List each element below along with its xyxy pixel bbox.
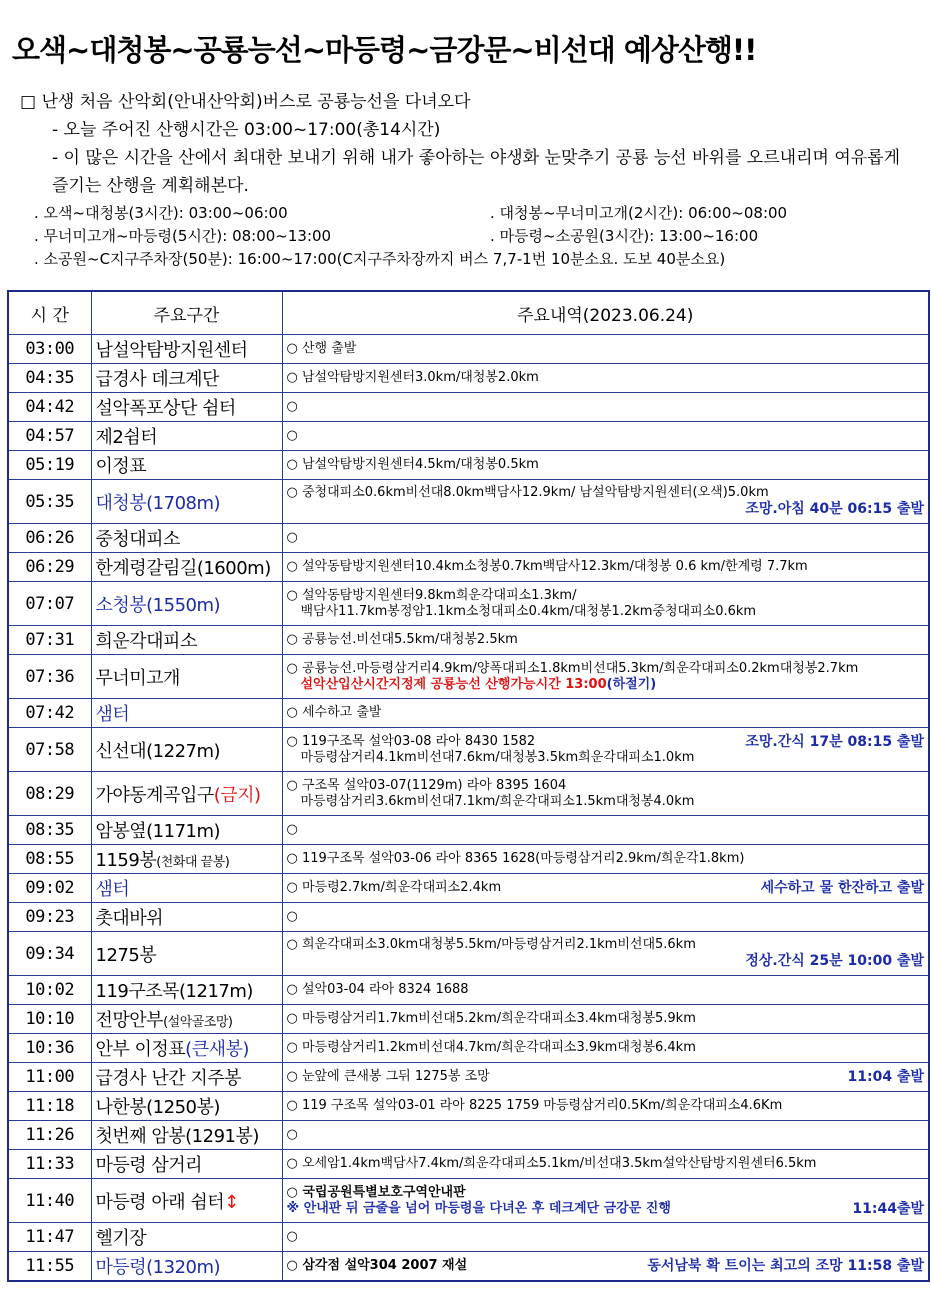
cell-detail [282, 1063, 929, 1092]
cell-detail [282, 626, 929, 655]
cell-detail [282, 524, 929, 553]
cell-section: 중청대피소 [91, 524, 282, 553]
cell-section: 제2쉼터 [91, 422, 282, 451]
cell-time: 09:23 [8, 903, 91, 932]
cell-time: 06:29 [8, 553, 91, 582]
detail-text: ○ 산행 출발 [286, 341, 357, 356]
detail-text: ○ 구조목 설악03-07(1129m) 라아 8395 1604 [286, 777, 567, 793]
detail-text: ○ 119 구조목 설악03-01 라아 8225 1759 마등령삼거리0.5Km/희운각대피소4.6Km [286, 1098, 783, 1113]
table-row [8, 845, 929, 874]
cell-time: 09:34 [8, 932, 91, 976]
detail-text: ○ 마등령삼거리1.2km비선대4.7km/희운각대피소3.9km대청봉6.4km [286, 1040, 696, 1055]
cell-section [91, 845, 282, 874]
detail-text: ○ 남설악탐방지원센터3.0km/대청봉2.0km [286, 370, 539, 385]
cell-detail [282, 699, 929, 728]
page-title: 오색~대청봉~공룡능선~마등령~금강문~비선대 예상산행!! [12, 33, 757, 67]
detail-note: 11:04 출발 [847, 1069, 924, 1085]
schedule-item: . 소공원~C지구주차장(50분): 16:00~17:00(C지구주차장까지 버스 7,7-1번 10분소요. 도보 40분소요) [34, 250, 726, 268]
cell-time: 07:31 [8, 626, 91, 655]
cell-section: 119구조목(1217m) [91, 976, 282, 1005]
table-row [8, 393, 929, 422]
table-row [8, 364, 929, 393]
detail-text: ○ 119구조목 설악03-08 라아 8430 1582 [286, 733, 536, 749]
schedule-summary [20, 202, 920, 271]
cell-section: 나한봉(1250봉) [91, 1092, 282, 1121]
section-main: 마등령 아래 쉼터 [95, 1191, 225, 1213]
cell-detail [282, 932, 929, 976]
cell-section: 샘터 [91, 874, 282, 903]
warning-season: (하절기) [606, 676, 657, 692]
intro-line-3: - 이 많은 시간을 산에서 최대한 보내기 위해 내가 좋아하는 야생화 눈맞추기 공룡 능선 바위를 오르내리며 여유롭게 즐기는 산행을 계획해본다. [52, 148, 901, 196]
detail-note: 정상.간식 25분 10:00 출발 [745, 953, 924, 969]
table-row [8, 976, 929, 1005]
detail-note: 11:44출발 [852, 1200, 924, 1217]
detail-text: ○ [286, 1127, 298, 1142]
cell-section: 무너미고개 [91, 655, 282, 699]
section-main: 안부 이정표 [95, 1039, 186, 1060]
cell-time: 05:35 [8, 480, 91, 524]
section-sub: (천화대 끝봉) [156, 855, 230, 870]
warning-text: 설악산입산시간지정제 공룡능선 산행가능시간 13:00 [300, 676, 607, 692]
cell-detail [282, 655, 929, 699]
section-main: 가야동계곡입구 [95, 784, 214, 806]
cell-time: 04:35 [8, 364, 91, 393]
detail-text-2: 마등령삼거리3.6km비선대7.1km/희운각대피소1.5km대청봉4.0km [300, 793, 695, 809]
cell-detail [282, 582, 929, 626]
detail-line [287, 1201, 925, 1217]
intro-section [20, 88, 920, 271]
cell-time: 08:35 [8, 816, 91, 845]
cell-time: 04:42 [8, 393, 91, 422]
cell-detail [282, 976, 929, 1005]
detail-text: ○ 설악03-04 라아 8324 1688 [286, 982, 469, 997]
table-row [8, 772, 929, 816]
cell-detail [282, 1034, 929, 1063]
cell-detail [282, 816, 929, 845]
cell-time: 09:02 [8, 874, 91, 903]
cell-detail [282, 364, 929, 393]
cell-detail [282, 1150, 929, 1179]
cell-detail [282, 393, 929, 422]
intro-line-1: □ 난생 처음 산악회(안내산악회)버스로 공룡능선을 다녀오다 [20, 92, 471, 112]
cell-time: 11:40 [8, 1179, 91, 1223]
cell-time: 10:36 [8, 1034, 91, 1063]
schedule-item: . 무너미고개~마등령(5시간): 08:00~13:00 [34, 227, 332, 245]
detail-text-2: ※ 안내판 뒤 금줄을 넘어 마등령을 다녀온 후 데크계단 금강문 진행 [286, 1200, 671, 1216]
table-row [8, 816, 929, 845]
table-row [8, 553, 929, 582]
cell-section: 남설악탐방지원센터 [91, 335, 282, 364]
cell-section [91, 1179, 282, 1223]
table-row [8, 1150, 929, 1179]
table-row [8, 1063, 929, 1092]
cell-section: 촛대바위 [91, 903, 282, 932]
detail-text: ○ 마등령2.7km/희운각대피소2.4km [286, 880, 502, 895]
schedule-item: . 오색~대청봉(3시간): 03:00~06:00 [34, 204, 288, 222]
cell-section: 마등령(1320m) [91, 1252, 282, 1281]
cell-section: 소청봉(1550m) [91, 582, 282, 626]
section-red: ↕ [224, 1191, 239, 1213]
detail-text: ○ [286, 822, 298, 837]
warning-line [287, 677, 925, 693]
header-time: 시 간 [8, 291, 91, 335]
cell-time: 07:58 [8, 728, 91, 772]
table-row [8, 1252, 929, 1281]
cell-time: 07:42 [8, 699, 91, 728]
detail-text: ○ 마등령삼거리1.7km비선대5.2km/희운각대피소3.4km대청봉5.9km [286, 1011, 696, 1026]
detail-text: ○ 희운각대피소3.0km대청봉5.5km/마등령삼거리2.1km비선대5.6km [286, 937, 696, 952]
table-row [8, 903, 929, 932]
cell-section: 마등령 삼거리 [91, 1150, 282, 1179]
cell-detail [282, 1121, 929, 1150]
table-row [8, 582, 929, 626]
cell-detail [282, 903, 929, 932]
cell-section: 대청봉(1708m) [91, 480, 282, 524]
table-row [8, 874, 929, 903]
detail-text: ○ 삼각점 설악304 2007 재설 [286, 1257, 468, 1273]
detail-text: ○ [286, 399, 298, 414]
cell-time: 11:33 [8, 1150, 91, 1179]
detail-text: ○ 눈앞에 큰새봉 그뒤 1275봉 조망 [286, 1069, 490, 1084]
cell-time: 11:18 [8, 1092, 91, 1121]
table-row [8, 626, 929, 655]
detail-line [287, 734, 925, 750]
cell-time: 03:00 [8, 335, 91, 364]
cell-time: 08:29 [8, 772, 91, 816]
detail-text-2: 마등령삼거리4.1km비선대7.6km/대청봉3.5km희운각대피소1.0km [300, 749, 695, 765]
cell-section [91, 772, 282, 816]
section-sub: (설악골조망) [163, 1015, 233, 1030]
detail-text: ○ 설악동탐방지원센터10.4km소청봉0.7km백담사12.3km/대청봉 0.6 km/한계령 7.7km [286, 559, 808, 574]
table-row [8, 524, 929, 553]
detail-note: 동서남북 확 트이는 최고의 조망 11:58 출발 [647, 1257, 924, 1274]
detail-text: ○ [286, 909, 298, 924]
section-blue: (큰새봉) [185, 1039, 249, 1060]
cell-section: 첫번째 암봉(1291봉) [91, 1121, 282, 1150]
cell-detail [282, 1223, 929, 1252]
cell-time: 11:00 [8, 1063, 91, 1092]
itinerary-table [7, 290, 930, 1282]
detail-note: 조망.아침 40분 06:15 출발 [745, 501, 924, 517]
cell-time: 10:10 [8, 1005, 91, 1034]
cell-detail [282, 874, 929, 903]
detail-text: ○ 119구조목 설악03-06 라아 8365 1628(마등령삼거리2.9km/희운각1.8km) [286, 851, 745, 866]
detail-note: 조망.간식 17분 08:15 출발 [745, 733, 924, 750]
detail-text: ○ [286, 530, 298, 545]
cell-time: 11:55 [8, 1252, 91, 1281]
cell-detail [282, 422, 929, 451]
section-main: 1159봉 [95, 850, 157, 871]
cell-section: 한계령갈림길(1600m) [91, 553, 282, 582]
cell-time: 11:47 [8, 1223, 91, 1252]
cell-detail [282, 728, 929, 772]
cell-time: 06:26 [8, 524, 91, 553]
table-row [8, 480, 929, 524]
header-section: 주요구간 [91, 291, 282, 335]
table-row [8, 932, 929, 976]
detail-text: ○ 국립공원특별보호구역안내판 [286, 1184, 466, 1200]
cell-section: 설악폭포상단 쉼터 [91, 393, 282, 422]
table-row [8, 451, 929, 480]
intro-line-2: - 오늘 주어진 산행시간은 03:00~17:00(총14시간) [52, 120, 441, 140]
section-main: 전망안부 [95, 1010, 164, 1031]
cell-detail [282, 1005, 929, 1034]
cell-section: 희운각대피소 [91, 626, 282, 655]
cell-time: 07:07 [8, 582, 91, 626]
detail-text: ○ [286, 1229, 298, 1244]
table-row [8, 1034, 929, 1063]
cell-section: 1275봉 [91, 932, 282, 976]
cell-detail [282, 451, 929, 480]
detail-line [287, 1069, 925, 1085]
cell-time: 07:36 [8, 655, 91, 699]
table-row [8, 1121, 929, 1150]
cell-detail [282, 335, 929, 364]
cell-section: 헬기장 [91, 1223, 282, 1252]
cell-section: 급경사 데크계단 [91, 364, 282, 393]
table-row [8, 335, 929, 364]
table-row [8, 1223, 929, 1252]
schedule-item: . 대청봉~무너미고개(2시간): 06:00~08:00 [490, 204, 788, 222]
cell-detail [282, 845, 929, 874]
cell-section [91, 1005, 282, 1034]
header-detail: 주요내역(2023.06.24) [282, 291, 929, 335]
detail-note: 세수하고 물 한잔하고 출발 [760, 880, 924, 896]
table-row [8, 699, 929, 728]
table-row [8, 422, 929, 451]
detail-line [287, 880, 925, 896]
cell-section: 신선대(1227m) [91, 728, 282, 772]
cell-time: 05:19 [8, 451, 91, 480]
detail-text: ○ 세수하고 출발 [286, 705, 382, 720]
detail-text: ○ 중청대피소0.6km비선대8.0km백담사12.9km/ 남설악탐방지원센터(오색)5.0km [286, 485, 769, 500]
table-row [8, 1179, 929, 1223]
detail-line [287, 1258, 925, 1274]
cell-time: 04:57 [8, 422, 91, 451]
detail-text: ○ 남설악탐방지원센터4.5km/대청봉0.5km [286, 457, 539, 472]
cell-detail [282, 1252, 929, 1281]
table-header-row [8, 291, 929, 335]
cell-section: 암봉옆(1171m) [91, 816, 282, 845]
detail-text-2: 백담사11.7km봉정암1.1km소청대피소0.4km/대청봉1.2km중청대피소0.6km [300, 603, 757, 619]
detail-text: ○ 오세암1.4km백담사7.4km/희운각대피소5.1km/비선대3.5km설악산탐방지원센터6.5km [286, 1156, 817, 1171]
cell-section: 급경사 난간 지주봉 [91, 1063, 282, 1092]
table-row [8, 1005, 929, 1034]
cell-time: 11:26 [8, 1121, 91, 1150]
cell-section: 샘터 [91, 699, 282, 728]
cell-time: 08:55 [8, 845, 91, 874]
cell-detail [282, 480, 929, 524]
detail-text: ○ 설악동탐방지원센터9.8km희운각대피소1.3km/ [286, 587, 577, 603]
detail-text: ○ [286, 428, 298, 443]
detail-text: ○ 공룡능선.비선대5.5km/대청봉2.5km [286, 632, 518, 647]
table-row [8, 655, 929, 699]
cell-detail [282, 553, 929, 582]
cell-section [91, 1034, 282, 1063]
detail-text: ○ 공룡능선.마등령삼거리4.9km/양폭대피소1.8km비선대5.3km/희운각대피소0.2km대청봉2.7km [286, 660, 859, 676]
cell-detail [282, 1179, 929, 1223]
table-row [8, 1092, 929, 1121]
cell-time: 10:02 [8, 976, 91, 1005]
cell-detail [282, 772, 929, 816]
table-row [8, 728, 929, 772]
cell-section: 이정표 [91, 451, 282, 480]
section-red: (금지) [213, 784, 261, 806]
cell-detail [282, 1092, 929, 1121]
schedule-item: . 마등령~소공원(3시간): 13:00~16:00 [490, 227, 759, 245]
